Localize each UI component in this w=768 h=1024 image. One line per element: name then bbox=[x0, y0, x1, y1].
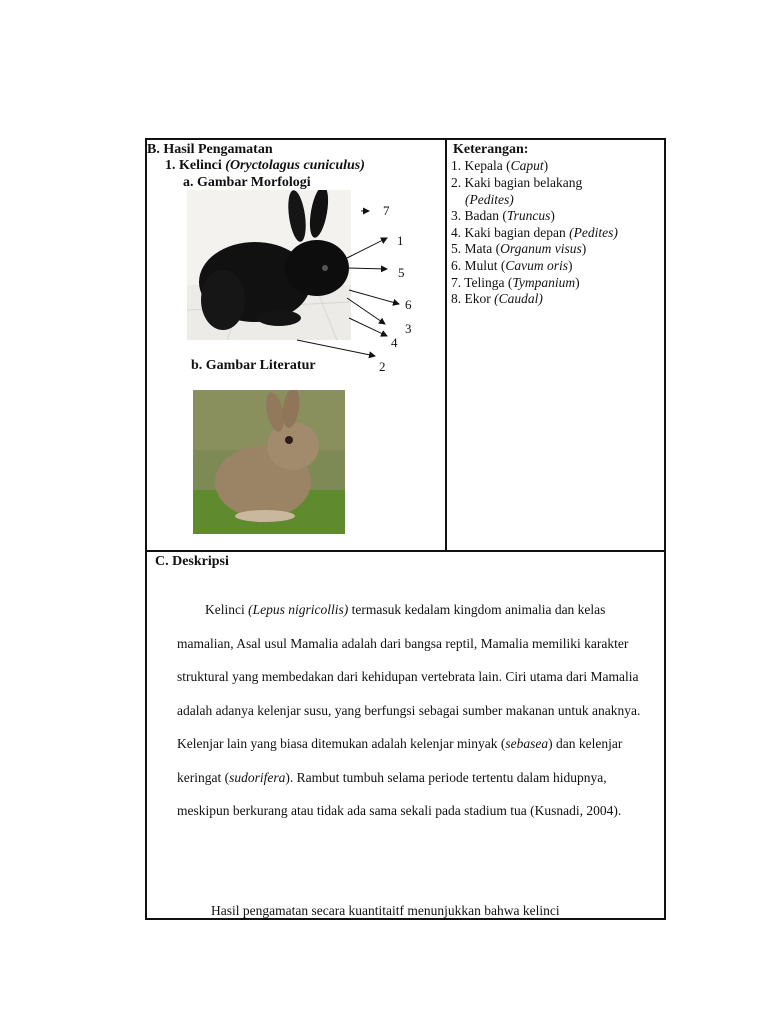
callout-6: 6 bbox=[405, 297, 412, 312]
callout-4: 4 bbox=[391, 335, 398, 350]
key-item-7: 7. Telinga (Tympanium) bbox=[451, 275, 580, 290]
quantitative-paragraph: Hasil pengamatan secara kuantitaitf menunjukkan bahwa kelinci bbox=[211, 903, 560, 918]
callout-3: 3 bbox=[405, 321, 412, 336]
key-item-4: 4. Kaki bagian depan (Pedites) bbox=[451, 225, 618, 240]
key-item-6: 6. Mulut (Cavum oris) bbox=[451, 258, 573, 273]
callout-1: 1 bbox=[397, 233, 404, 248]
callout-7: 7 bbox=[383, 203, 390, 218]
brown-rabbit-photo bbox=[193, 390, 345, 534]
observation-table bbox=[145, 138, 666, 920]
item1-prefix: 1. Kelinci bbox=[165, 158, 226, 173]
row-divider bbox=[147, 550, 664, 552]
sub-a-label: a. Gambar Morfologi bbox=[183, 175, 311, 190]
section-b-heading: B. Hasil Pengamatan bbox=[147, 142, 273, 157]
keterangan-title: Keterangan: bbox=[453, 142, 529, 157]
key-item-2-latin: (Pedites) bbox=[465, 192, 514, 207]
key-item-5: 5. Mata (Organum visus) bbox=[451, 241, 587, 256]
section-c-heading: C. Deskripsi bbox=[155, 554, 229, 569]
key-item-3: 3. Badan (Truncus) bbox=[451, 208, 555, 223]
description-paragraph: Kelinci (Lepus nigricollis) termasuk kedalam kingdom animalia dan kelas mamalian, Asal usul Mamalia adalah dari bangsa reptil, Mamalia memiliki karakter struktural yang membedakan dari kehidupan vertebrata lain. Ciri utama dari Mamalia adalah adanya kelenjar susu, yang berfungsi sebagai sumber makanan untuk anaknya. Kelenjar lain yang biasa ditemukan adalah kelenjar minyak (sebasea) dan kelenjar keringat (sudorifera). Rambut tumbuh selama periode tertentu dalam hidupnya, meskipun berkurang atau tidak ada sama sekali pada stadium tua (Kusnadi, 2004). bbox=[177, 602, 641, 818]
item1-species: (Oryctolagus cuniculus) bbox=[225, 158, 365, 173]
key-item-1: 1. Kepala (Caput) bbox=[451, 158, 549, 173]
sub-b-label: b. Gambar Literatur bbox=[191, 358, 316, 373]
callout-5: 5 bbox=[398, 265, 405, 280]
callout-arrows bbox=[147, 140, 447, 380]
key-item-2: 2. Kaki bagian belakang bbox=[451, 175, 583, 190]
key-item-8: 8. Ekor (Caudal) bbox=[451, 291, 543, 306]
callout-2: 2 bbox=[379, 359, 386, 374]
